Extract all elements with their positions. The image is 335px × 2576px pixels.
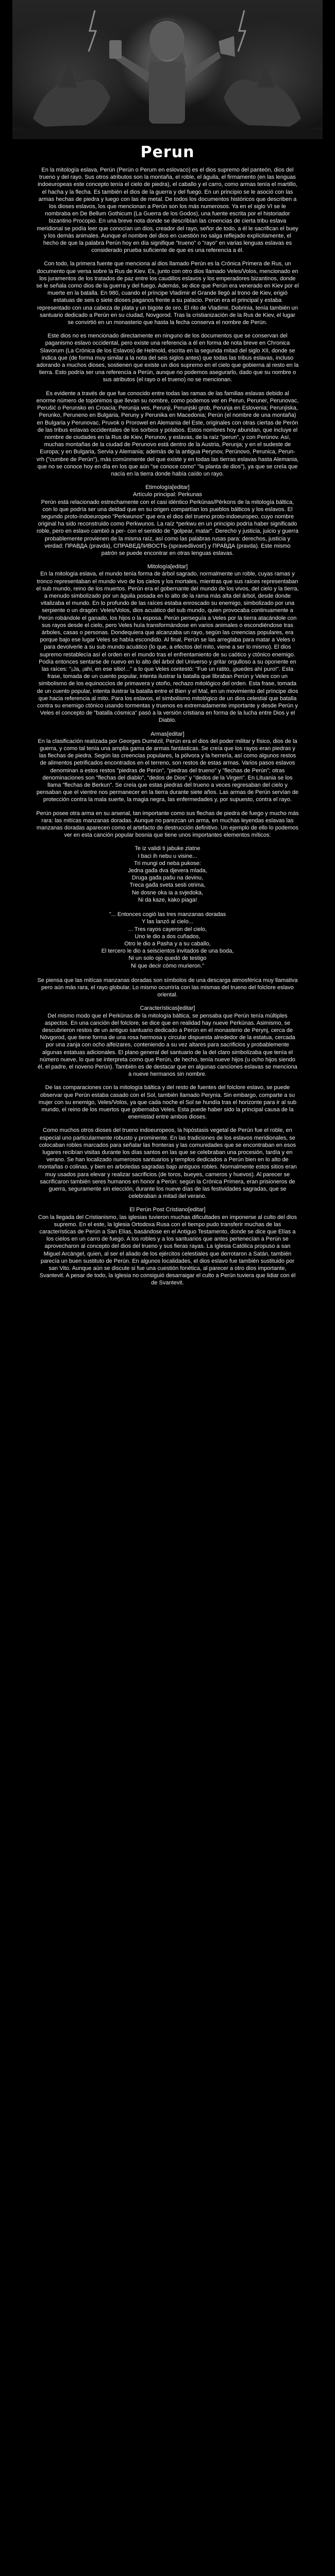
perun-relief-image bbox=[12, 0, 323, 139]
characteristics-heading: Características[editar] bbox=[140, 1005, 195, 1012]
post-christian-paragraph: Con la llegada del Cristianismo, las iglesias tuvieron muchas dificultades en imponerse al culto del dios supremo. En el este, la Iglesia Ortodoxa Rusa con el tiempo pudo transferir muchas de las características de Perún a San Elías, basándose en el Antiguo Testamento, donde se dice que Elías a los cielos en un carro de fuego. A los robles y a los santuarios que antes pertenecían a Perún se aprovecharon al concepto del dios del trueno y sus fieras rayas. La Iglesia Católica propuso a san Miguel Arcángel, quien, al ser el aliado de los ejércitos celestiales que derrotaron a Satán, también parecía un buen sustituto de Perún. En algunos localidades, el dios eslavo fue también sustituido por san Vito. Aunque aún se discute si fue una cuestión fonética, al parecer a otro dios importante, Svantevit. A pesar de todo, la Iglesia no consiguió desarraigar el culto a Perún tuviera que lidiar con él de Svantevit. bbox=[38, 1214, 297, 1286]
poem-line: Tri mungi od neba pukose: bbox=[134, 860, 201, 867]
poem-line: Treca gađa sveta sesti otrima, bbox=[129, 882, 206, 889]
poem-line: Ni da kaze, kako piaga! bbox=[138, 896, 197, 903]
poem-line: Jedna gađa dva djevera mlada, bbox=[128, 868, 207, 874]
article-body bbox=[0, 166, 335, 1287]
page-title: Perun bbox=[140, 143, 195, 161]
post-christian-heading: El Perún Post Cristiano[editar] bbox=[129, 1207, 206, 1213]
poem-line: I baci ih nebu u visine... bbox=[138, 853, 197, 859]
poem-line: El tercero le dio a seiscientos invitados de una boda, bbox=[101, 948, 234, 955]
hero-illustration bbox=[12, 0, 323, 139]
etymology-subheading: Artículo principal: Perkunas bbox=[133, 492, 202, 498]
intro-paragraph-1: En la mitología eslava, Perún (Perún o Perum en eslovaco) es el dios supremo del panteón, dios del trueno y del rayo. Sus otros atributos son la montaña, el roble, el águila, el firmamento (en las lenguas indoeuropeas este concepto tenía el cielo de piedra), el caballo y el carro, como armas tenía el martillo, el hacha y la flecha. Es también el dios de la guerra y del fuego. En un principio se le asoció con las armas hechas de piedra y luego con las de metal. De todos los documentos históricos que describen a los dioses eslavos, los que mencionan a Perún son los más numerosos. Ya en el siglo VI se le nombraba en De Bellum Gothicum (La Guerra de los Godos), una fuente escrita por el historiador bizantino Procopio. En una breve nota donde se describían las creencias de cierta tribu eslava meridional se podía leer que conocían un dios, creador del rayo, señor de todo, a él le sacrifican el buey y los demás animales. Aunque el nombre del dios en cuestión no salga reflejado explícitamente, el hecho de que la palabra Perún hoy en día signifique "trueno" o "rayo" en varias lenguas eslavas es considerado prueba suficiente de que es una referencia a él. bbox=[37, 167, 298, 254]
poem-translation bbox=[36, 911, 299, 970]
poem-line: Otro le dio a Pasha y a su caballo, bbox=[124, 940, 211, 947]
weapons-paragraph-1: En la clasificación realizada por Georges Dumézil, Perún era el dios del poder militar y físico, dios de la guerra, y como tal tenía una amplia gama de armas fantásticas. Se creía que los rayos eran piedras y las flechas de piedra. Según las creencias populares, la pólvora y la herrería, así como algunos restos de alimentos petrificados encontrados en el terreno, son restos de estas armas. Varios pasos eslavos denominan a estos restos "piedras de Perún", "piedras del trueno" y "flechas de Perún"; otras denominaciones son "flechas del diablo", "dedos de Dios" y "dedos de la Virgen". En Lituania se los llama "flechas de Berkun". Se creía que estas piedras del trueno a veces regresaban del cielo y pensaban que el vientre nos permanecer en la tierra durante siete años. Las armas de Perún servían de protección contra la mala suerte, la magia negra, las enfermedades y, por supuesto, contra el rayo. bbox=[36, 738, 299, 803]
etymology-heading: Etimología[editar] bbox=[145, 484, 190, 491]
poem-line: Uno le dio a dos cuñados, bbox=[135, 933, 200, 940]
weapons-heading: Armas[editar] bbox=[150, 731, 185, 737]
poem-line: Ne dosne oka ia a svjedoka, bbox=[131, 889, 204, 896]
intro-paragraph-4: Es evidente a través de que fue conocido entre todas las ramas de las familias eslavas debido al enorme número de topónimos que llevan su nombre, como podemos ver en Perun, Peruner, Perunovac, Perušić o Perunsko en Croacia; Perunija ves, Perunji, Perunjski grob, Perunja en Eslovenia; Perunjiska, Perunko, Peruneno en Bulgaria, Peruny y Perunika en Macedonia; Perún (el nombre de una montaña) en Bulgaria y Perunovac, Pruvok o Prorowel en Alemania del Este, originales con otras ciertas de Perón de las tribus eslavas occidentales de los sorbios y polabos. Estos nombres hoy abundan, que incluye el nombre de ciudades en la Rus de Kiev, Perunov, y eslavas, de la raíz "perun", y con Perúnov. Así, muchas montañas de la ciudad de Perunovo está dentro de la Austria, Perunja; y en el sudeste de Europa; y en Bulgaria, Servia y Alemania; además de la antigua Perynov, Perúnovo, Perunica, Perun-vrh ("cumbre de Perún"), más comúnmente del que existe y en todas las tierras eslavas hasta Alemania, que no se conoce hoy en día en los que aún "se conoce como" "la planta de dios"), ya que se creía que nacía en la tierra donde había caído un rayo. bbox=[36, 390, 299, 477]
page bbox=[0, 0, 335, 1287]
poem-line: Te iz validi ti jabuke zlatne bbox=[135, 845, 200, 852]
weapons-paragraph-2: Perún posee otra arma en su arsenal, tan importante como sus flechas de piedra de fuego y mucho más rara: las mitícas manzanas doradas. Aunque no parezcan un arma, en muchas leyendas eslavas las manzanas doradas aparecen como el artefacto de destrucción definitivo. Un ejemplo de ello lo podemos ver en esta canción popular bosnia que tiene unos importantes elementos míticos: bbox=[36, 810, 299, 839]
poem-line: Ni un solo ojo quedó de testigo bbox=[128, 955, 207, 962]
poem-line: Druga gađa pašu na devinu, bbox=[131, 875, 204, 882]
poem-line: ... Tres rayos cayeron del cielo, bbox=[128, 926, 207, 933]
poem-line: Ni que decir cómo murieron." bbox=[130, 962, 205, 969]
thunder-god-paragraph: Como muchos otros dioses del trueno indoeuropeos, la hipóstasis vegetal de Perún fue el roble, en especial uno particularmente robusto y prominente. En las tradiciones de los eslavos meridionales, se colocaban robles marcados para señalar las fronteras y las comunidades que se encontraban en esos lugares recibían visitas durante los días santos en las que se celebraban una procesión, tardía y en verano. Se han localizado numerosos santuarios y templos dedicados a Perún bien en lo alto de montañas o colinas, y bien en arboledas sagradas bajo antiguos robles. Normalmente estos sitios eran muy usados para elevar y realizar sacrificios (de toros, bueyes, carneros y huevos). Al parecer se sacrificaron también seres humanos en honor a Perún: según la Crónica Primera, eran prisioneros de guerra, seguramente sin elección, durante los nueve días de las festividades sagradas, que se celebraban a mitad del verano. bbox=[38, 1127, 297, 1200]
comparison-paragraph: De las comparaciones con la mitología báltica y del resto de fuentes del folclore eslavo, se puede observar que Perún estaba casado con el Sol, también llamado Perynia. Sin embargo, comparte a su mujer con su enemigo, Veles/Volos, ya que cada noche el Sol se hundía tras el horizonte para ir al sub mundo, el reino de los muertos que gobernaba Veles. Esta puede haber sido la principal causa de la enemistad entre ambos dioses. bbox=[38, 1084, 297, 1121]
mythology-paragraph: En la mitología eslava, el mundo tenía forma de árbol sagrado, normalmente un roble, cuyas ramas y tronco representaban el mundo vivo de los cielos y los mortales, mientras que sus raíces representaban el sub mundo, reino de los muertos. Perún era el gobernante del mundo de los vivos, del cielo y la tierra, a menudo simbolizado por un águila posada en lo alto de la rama más alta del árbol, desde donde vitalizaba el mundo. En lo profundo de las raíces estaba enroscado su enemigo, simbolizado por una serpiente o un dragón: Veles/Volos, dios acuático del sub mundo, quien provocaba continuamente a Perún robándole el ganado, los hijos o la esposa. Perún perseguía a Veles por la tierra atacándole con sus rayos desde el cielo, pero Veles huía transformándose en varios animales o escondiéndose tras árboles, casas o personas. Dondequiera que alcanzaba un rayo, según las creencias populares, era porque bajo ese lugar Veles se había escondido. Al final, Perún se las arreglaba para matar a Veles o para devolverle a su sub mundo acuático (lo que, a efectos del mito, viene a ser lo mismo). El dios supremo restablecía así el orden en el mundo tras el enfrentamiento de su caótico y ctónico enemigo. Podía entonces sentarse de nuevo en lo alto del árbol del Universo y gritar orgulloso a su oponente en las raíces: "¡Ja, ¡ahí, en ese sitio!..." a lo que Veles contestó: "Fue un ratito, ¡puedes ahí puro!". Esta frase, tomada de un cuento popular, intenta ilustrar la batalla que libraban Perún y Veles con un simbolismo de los equinoccios de primavera y otoño, rechazo mitológico del orden. Esta frase, tomada de un cuento popular, intenta ilustrar la batalla entre el Bien y el Mal, en un movimiento del príncipe dios que hacia referencia al mito. Para los eslavos, el simbolismo mitológico de un dios celestial que batalla contra su enemigo ctónico usando tormentas y truenos es extremadamente importante y desde Perún y Veles el concepto de "batalla cósmica" pasó a la versión cristiana en forma de la lucha entre Dios y el Diablo. bbox=[36, 571, 299, 724]
after-poem-paragraph: Se piensa que las mitícas manzanas doradas son símbolos de una descarga atmosférica muy llamativa pero aún más rara, el rayo globular. Lo mismo ocurriría con las mismas del trueno del folclore eslavo oriental. bbox=[37, 977, 298, 998]
mythology-heading: Mitología[editar] bbox=[147, 564, 188, 570]
poem-original bbox=[36, 845, 299, 904]
etymology-paragraph: Perún está relacionado estrechamente con el casi idéntico Perkūnas/Pērkons de la mitología báltica, con lo que podría ser una deidad que en su origen compartían los pueblos bálticos y los eslavos. El segundo proto-indoeuropeo "Perkwunos" que era el dios del trueno proto-indoeuropeo, cuyo nombre original ha sido reconstruido como Perkwunos. La raíz *perkwu en un principio podría haber significado roble, pero en eslavo cambió a per- con el sentido de "golpear, matar". Derecho y justicia, juicio y guerra probablemente provienen de la misma raíz, así como las palabras rusas para: derechos, justicia y verdad: ПРАВДА (pravda), СПРАВЕДЛИВОСТЬ (spravedlivost') y ПРАВДА (pravda). Este mismo patrón se puede encontrar en otras lenguas eslavas. bbox=[37, 499, 298, 556]
intro-paragraph-2: Con todo, la primera fuente que menciona al dios llamado Perún es la Crónica Primera de Rus, un documento que versa sobre la Rus de Kiev. Es, junto con otro dios llamado Veles/Volos, mencionado en los juramentos de los tratados de paz entre los caudillos eslavos y los emperadores bizantinos, donde se le señala como dios de la guerra y del fuego. Además, se dice que Perún era venerado en Kiev por el muerte en la batalla. En 980, cuando el príncipe Vladimir el Grande llegó al trono de Kiev, erigió estatuas de seis o siete dioses paganos frente a su palacio. Perún era el principal y estaba representado con una cabeza de plata y un bigote de oro. El rito de Vladimir, Dobrinia, tenía también un santuario dedicado a Perún en su ciudad, Novgorod. Tras la cristianización de la Rus de Kiev, el lugar se convirtió en un monasterio que hasta la fecha conserva el nombre de Perún. bbox=[36, 261, 299, 326]
poem-line: "... Entonces cogió las tres manzanas doradas bbox=[109, 911, 226, 918]
intro-paragraph-3: Este dios no es mencionado directamente en ninguno de los documentos que se conservan del paganismo eslavo occidental, pero existe una referencia a él en forma de nota breve en Chronica Slavorum (La Crónica de los Eslavos) de Helmold, escrita en la segunda mitad del siglo XII, donde se indica que (de forma muy similar a la nota del seis siglos antes) que todas las tribus eslavas, incluso adorando a muchos dioses, sostienen que existe un dios supremo en el cielo que gobierna al resto en la tierra. Esto podría ser una referencia a Perún, aunque no podemos asegurarlo, dado que su nombre o sus atributos (el rayo o el trueno) no se mencionan. bbox=[36, 333, 299, 383]
poem-line: Y las lanzó al cielo... bbox=[141, 919, 194, 925]
characteristics-paragraph: Del mismo modo que el Perkūnas de la mitología báltica, se pensaba que Perún tenía múltiples aspectos. En una canción del folclore, se dice que en realidad hay nueve Perkūnas. Asimismo, se descubrieron restos de un antiguo santuario dedicado a Perún en el monasterio de Perynj, cerca de Nóvgorod, que tiene forma de una rosa hermosa y circular dispuesta alrededor de la estatua, cercada por una zanja con ocho alfeizares, conteniendo a su vez altares para sacrificios y probablemente algunas estatuas adicionales. El plano general del santuario de la del claro simbolizaba que tenía el número nueve, lo que se interpreta como que Perún, de hecho, tenía nueve hijos (u ocho hijos siendo él, el padre, el noveno Perún). También es de destacar que en algunas canciones eslavas se menciona a nueve hermanos sin nombre. bbox=[38, 1012, 297, 1078]
